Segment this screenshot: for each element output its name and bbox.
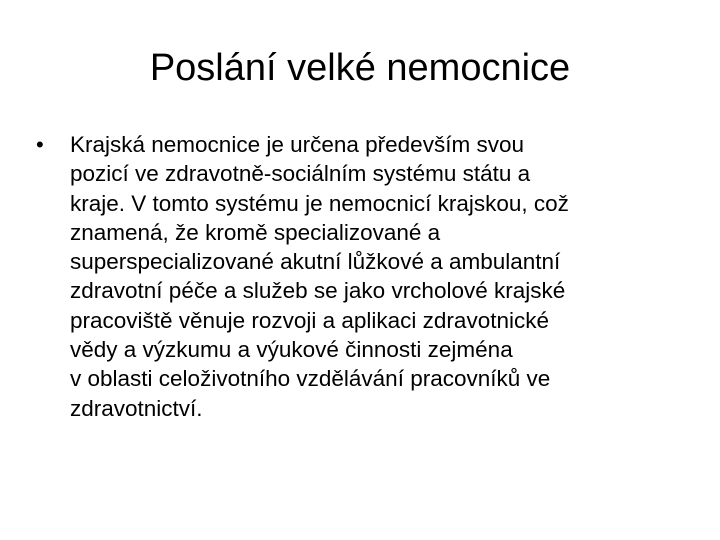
bullet-text-line: v oblasti celoživotního vzdělávání pracovníků ve (70, 366, 551, 392)
bullet-list (36, 130, 686, 423)
slide-title: Poslání velké nemocnice (149, 47, 571, 89)
bullet-text-line: pozicí ve zdravotně-sociálním systému státu a (70, 161, 531, 187)
bullet-text-line: pracoviště věnuje rozvoji a aplikaci zdravotnické (70, 307, 549, 333)
bullet-text-line: zdravotní péče a služeb se jako vrcholové krajské (70, 278, 566, 304)
bullet-text-line: znamená, že kromě specializované a (70, 219, 441, 245)
bullet-text-line: Krajská nemocnice je určena především svou (70, 132, 524, 157)
bullet-text-line: superspecializované akutní lůžkové a ambulantní (70, 249, 561, 275)
bullet-text-line: kraje. V tomto systému je nemocnicí krajskou, což (70, 190, 569, 216)
bullet-text-line: vědy a výzkumu a výukové činnosti zejména (70, 337, 513, 363)
bullet-text-line: zdravotnictví. (70, 395, 203, 421)
bullet-marker-icon: • (36, 132, 44, 157)
list-item (36, 130, 686, 423)
